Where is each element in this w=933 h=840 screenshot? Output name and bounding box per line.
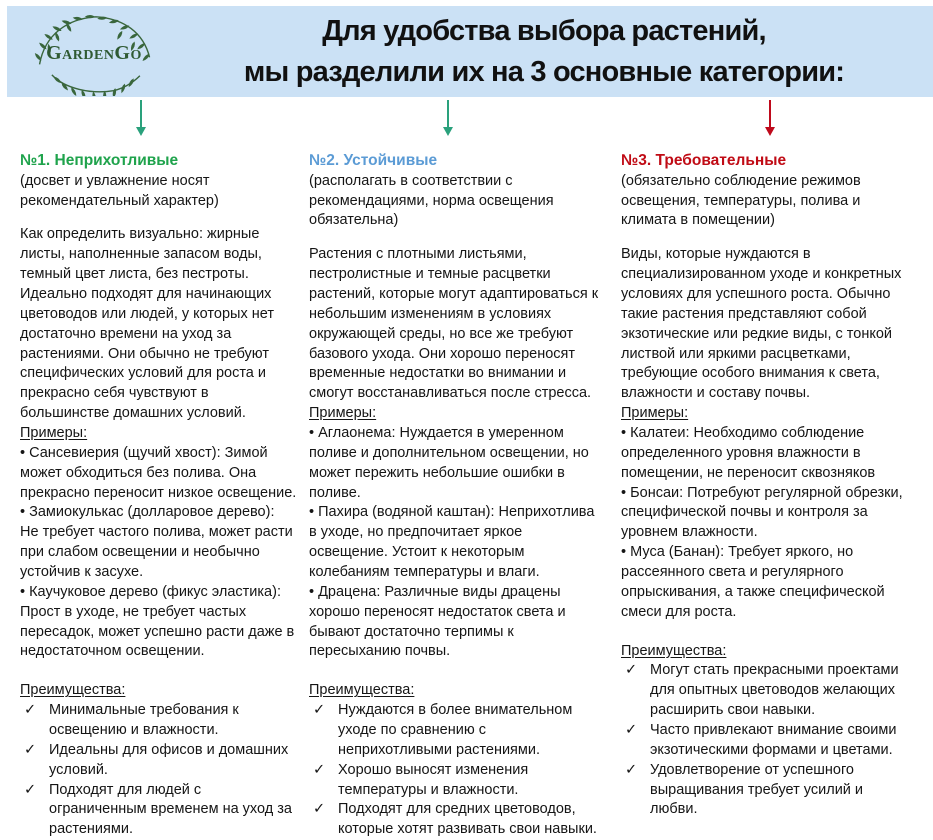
example-item: • Каучуковое дерево (фикус эластика): Прост в уходе, не требует частых пересадок, может успешно расти даже в недостаточном освещении. <box>20 583 297 662</box>
logo-text: GardenGo <box>46 42 142 64</box>
advantage-item: ✓ Минимальные требования к освещению и влажности. <box>20 701 297 741</box>
example-item: • Бонсаи: Потребуют регулярной обрезки, специфической почвы и контроля за уровнем влажности. <box>621 484 913 544</box>
category-column-demanding <box>621 150 913 840</box>
title-line-2: мы разделили их на 3 основные категории: <box>243 55 845 88</box>
example-item: • Пахира (водяной каштан): Неприхотлива в уходе, но предпочитает яркое освещение. Устоит к некоторым колебаниям температуры и влаги. <box>309 503 600 582</box>
advantage-item: ✓ Удовлетворение от успешного выращивания требует усилий и любви. <box>621 761 913 821</box>
example-item: • Аглаонема: Нуждается в умеренном поливе и дополнительном освещении, но может пережить небольшие ошибки в поливе. <box>309 424 600 503</box>
advantage-item: ✓ Подходят для людей с ограниченным временем на уход за растениями. <box>20 781 297 840</box>
down-arrow-icon-1 <box>140 100 142 128</box>
example-item: • Замиокулькас (долларовое дерево): Не требует частого полива, может расти при слабом освещении и необычно устойчив к засухе. <box>20 503 297 582</box>
gardengo-logo <box>15 6 175 97</box>
advantages-label: Преимущества: <box>621 642 727 659</box>
category-title: №1. Неприхотливые <box>20 152 179 169</box>
advantages-label: Преимущества: <box>20 682 126 699</box>
examples-label: Примеры: <box>621 405 689 422</box>
examples-label: Примеры: <box>309 405 377 422</box>
examples-label: Примеры: <box>20 425 88 441</box>
page-title <box>161 6 927 97</box>
advantage-item: ✓ Хорошо выносят изменения температуры и влажности. <box>309 761 600 801</box>
example-item: • Калатеи: Необходимо соблюдение определенного уровня влажности в помещении, не переносит сквозняков <box>621 424 913 484</box>
category-title: №2. Устойчивые <box>309 152 438 169</box>
category-subtitle: (досвет и увлажнение носят рекомендательный характер) <box>20 172 219 209</box>
title-line-1: Для удобства выбора растений, <box>322 15 766 48</box>
arrows-row <box>0 97 933 139</box>
category-description: Виды, которые нуждаются в специализированном уходе и конкретных условиях для успешного роста. Обычно такие растения представляют собой экзотические или редкие виды, с тонкой листвой или яркими расцветками, требующие особого внимания к света, влажности и составу почвы. <box>621 246 902 402</box>
category-subtitle: (располагать в соответствии с рекомендациями, норма освещения обязательна) <box>309 172 554 229</box>
category-subtitle: (обязательно соблюдение режимов освещения, температуры, полива и климата в помещении) <box>621 172 861 229</box>
category-description: Растения с плотными листьями, пестролистные и темные расцветки растений, которые могут адаптироваться к небольшим изменениям в условиях окружающей среды, но все же требуют базового ухода. Они хорошо переносят временные недостатки во внимании и смогут восстанавливаться после стресса. <box>309 246 599 402</box>
advantage-item: ✓ Подходят для средних цветоводов, которые хотят развивать свои навыки. <box>309 800 600 840</box>
advantage-item: ✓ Нуждаются в более внимательном уходе по сравнению с неприхотливыми растениями. <box>309 701 600 761</box>
example-item: • Муса (Банан): Требует яркого, но рассеянного света и регулярного опрыскивания, а также специфической смеси для роста. <box>621 543 913 622</box>
header-banner <box>7 6 933 97</box>
advantage-item: ✓ Идеальны для офисов и домашних условий. <box>20 741 297 781</box>
categories-container <box>20 150 913 840</box>
category-column-unpretentious <box>20 150 297 840</box>
category-title: №3. Требовательные <box>621 152 787 169</box>
category-column-resilient <box>309 150 600 840</box>
advantages-label: Преимущества: <box>309 682 415 699</box>
advantage-item: ✓ Могут стать прекрасными проектами для опытных цветоводов желающих расширить свои навыки. <box>621 661 913 721</box>
example-item: • Сансевиерия (щучий хвост): Зимой может обходиться без полива. Она прекрасно переносит низкое освещение. <box>20 444 297 504</box>
down-arrow-icon-2 <box>447 100 449 128</box>
advantage-item: ✓ Часто привлекают внимание своими экзотическими формами и цветами. <box>621 721 913 761</box>
down-arrow-icon-3 <box>769 100 771 128</box>
category-description: Как определить визуально: жирные листы, наполненные запасом воды, темный цвет листа, без пестроты. Идеально подходят для начинающих цветоводов или людей, у которых нет достаточно времени на уход за растениями. Они обычно не требуют специфических условий для роста и прекрасно себя чувствуют в большинстве домашних условий. <box>20 226 274 422</box>
example-item: • Драцена: Различные виды драцены хорошо переносят недостаток света и бывают достаточно терпимы к пересыханию почвы. <box>309 583 600 662</box>
